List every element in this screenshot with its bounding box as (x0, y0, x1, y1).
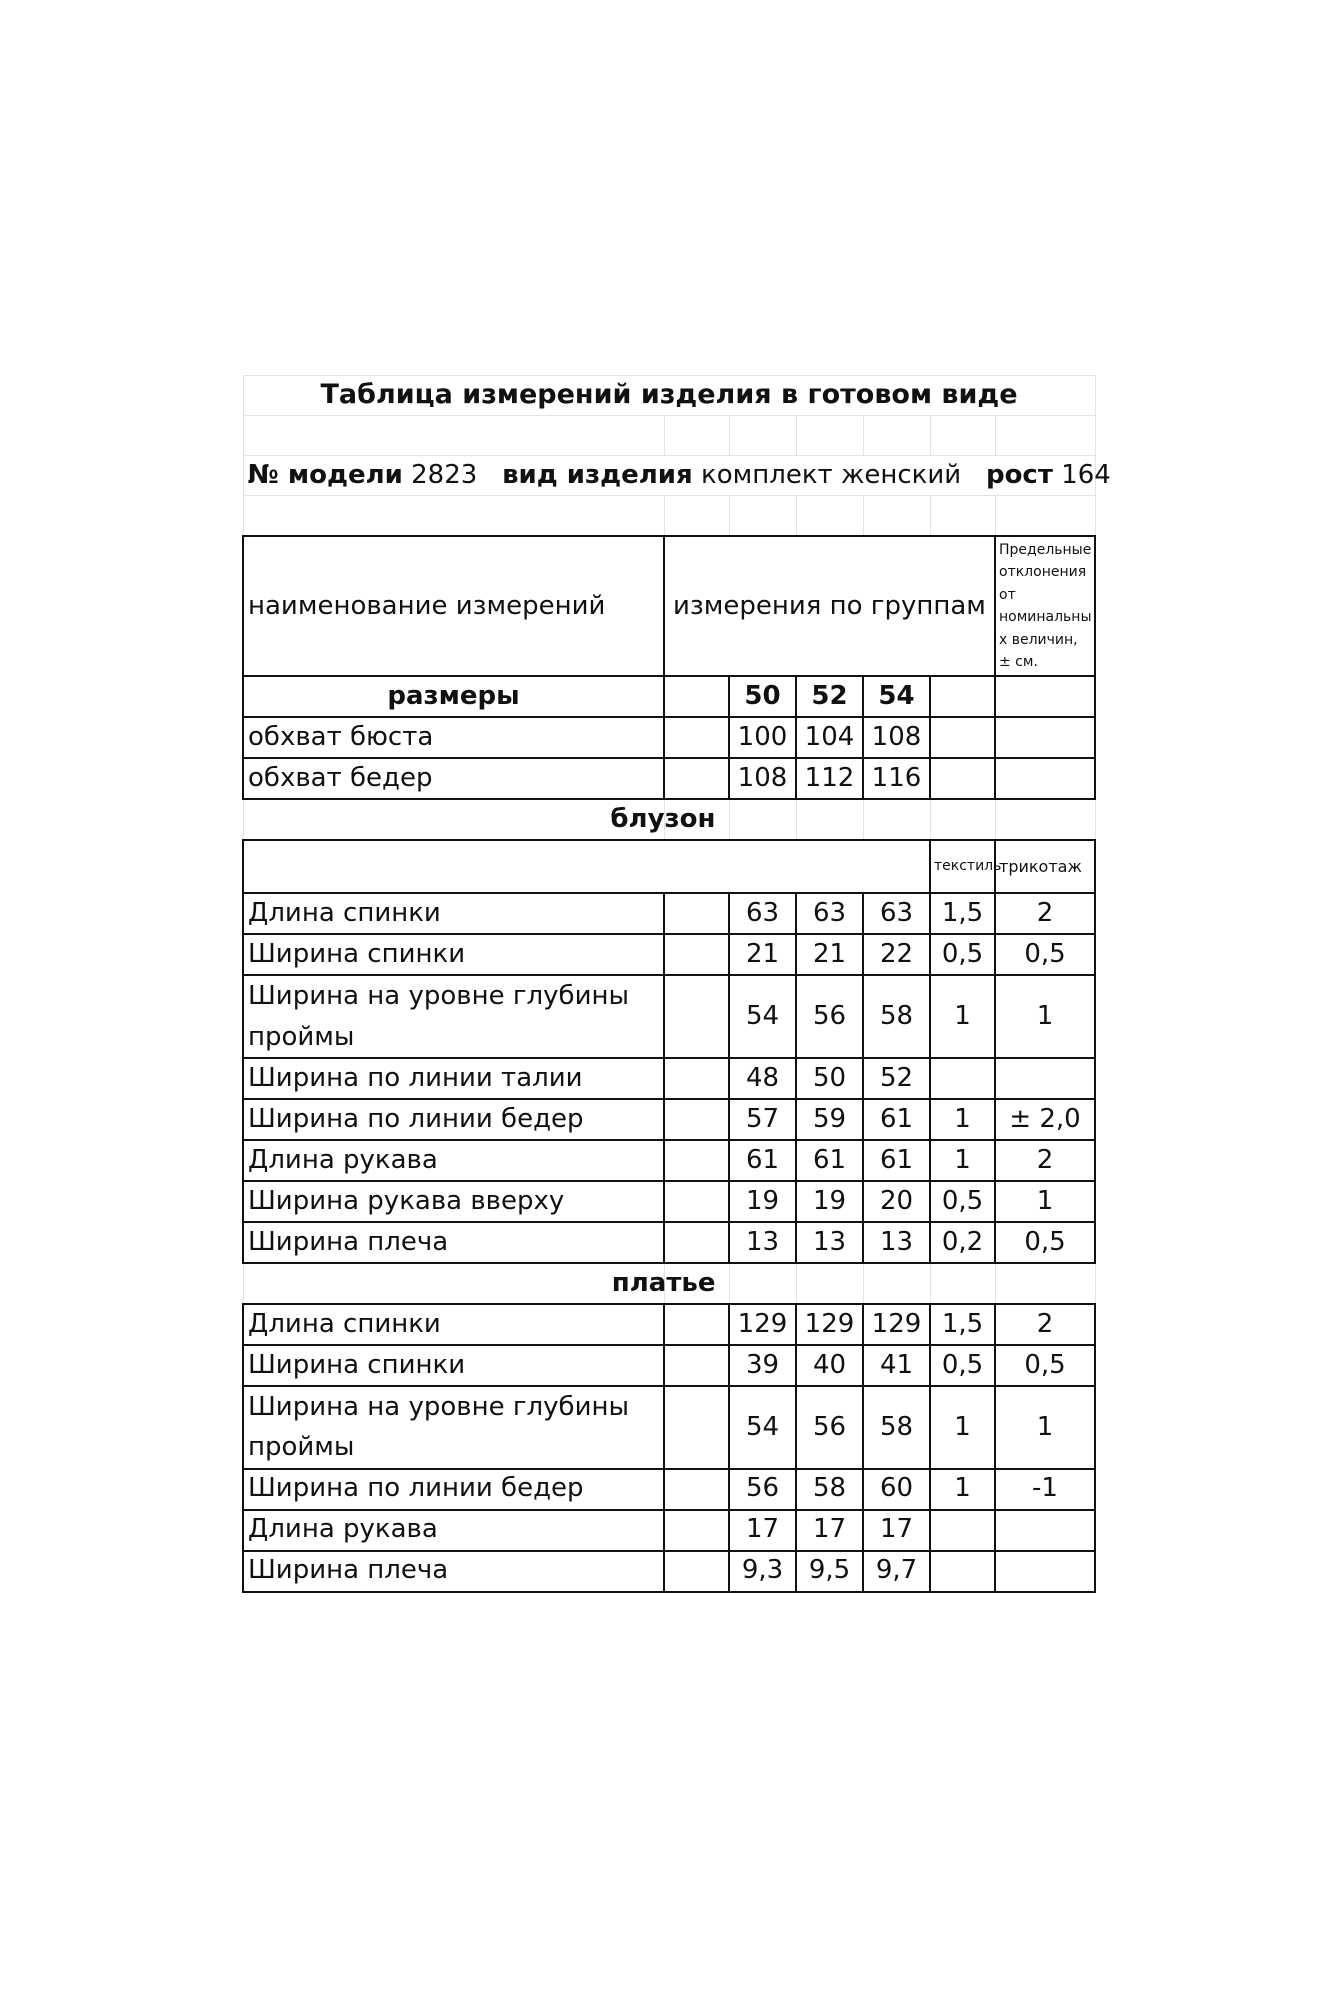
cell-value: 48 (729, 1058, 796, 1099)
cell-value: 58 (796, 1469, 863, 1510)
cell-value: 58 (863, 1386, 930, 1469)
tolerance-knit (995, 1510, 1095, 1551)
cell-value: 19 (729, 1181, 796, 1222)
tolerance-textile: 0,5 (930, 1345, 995, 1386)
tolerance-textile: 0,5 (930, 1181, 995, 1222)
cell-value: 58 (863, 975, 930, 1058)
cell-value: 108 (729, 758, 796, 799)
section-header-row (243, 799, 1095, 840)
tolerance-textile: 0,2 (930, 1222, 995, 1263)
cell-value: 108 (863, 717, 930, 758)
row-name: Ширина по линии бедер (243, 1469, 664, 1510)
table-row (243, 1058, 1095, 1099)
row-name: Ширина по линии талии (243, 1058, 664, 1099)
cell-value: 19 (796, 1181, 863, 1222)
tolerance-textile: 1 (930, 975, 995, 1058)
table-title: Таблица измерений изделия в готовом виде (243, 376, 1095, 416)
model-number-value: 2823 (411, 459, 478, 490)
cell-value: 56 (796, 1386, 863, 1469)
product-kind-label: вид изделия (502, 459, 693, 490)
sizes-row (243, 676, 1095, 717)
table-row (243, 1140, 1095, 1181)
tolerance-textile: 1,5 (930, 893, 995, 934)
row-name: Длина спинки (243, 1304, 664, 1345)
row-name: Длина рукава (243, 1140, 664, 1181)
cell-value: 112 (796, 758, 863, 799)
header-measurement-name: наименование измерений (243, 536, 664, 676)
measurement-table (242, 375, 1111, 1593)
cell-value: 54 (729, 1386, 796, 1469)
table-row (243, 1551, 1095, 1592)
cell-value: 56 (796, 975, 863, 1058)
size-value: 50 (729, 676, 796, 717)
cell-value: 17 (863, 1510, 930, 1551)
cell-value: 40 (796, 1345, 863, 1386)
row-name: обхват бюста (243, 717, 664, 758)
row-name: Длина спинки (243, 893, 664, 934)
cell-value: 9,7 (863, 1551, 930, 1592)
tolerance-knit: 1 (995, 1181, 1095, 1222)
cell-value: 104 (796, 717, 863, 758)
cell-value: 63 (863, 893, 930, 934)
section-title-dress: платье (243, 1263, 664, 1304)
tolerance-knit: 1 (995, 1386, 1095, 1469)
tolerance-textile: 1,5 (930, 1304, 995, 1345)
cell-value: 13 (863, 1222, 930, 1263)
cell-value: 20 (863, 1181, 930, 1222)
row-name: Ширина на уровне глубины проймы (243, 975, 664, 1058)
tolerance-knit-header: трикотаж (995, 840, 1095, 893)
cell-value: 41 (863, 1345, 930, 1386)
cell-value: 21 (796, 934, 863, 975)
cell-value: 100 (729, 717, 796, 758)
cell-value: 9,3 (729, 1551, 796, 1592)
tolerance-textile (930, 1058, 995, 1099)
cell-value: 52 (863, 1058, 930, 1099)
tolerance-textile: 1 (930, 1386, 995, 1469)
tolerance-knit: 2 (995, 893, 1095, 934)
cell-value: 17 (729, 1510, 796, 1551)
tolerance-knit: 2 (995, 1304, 1095, 1345)
table-row (243, 1222, 1095, 1263)
table-row (243, 1304, 1095, 1345)
cell-value: 57 (729, 1099, 796, 1140)
size-value: 54 (863, 676, 930, 717)
height-label: рост (985, 459, 1053, 490)
size-value: 52 (796, 676, 863, 717)
cell-value: 129 (729, 1304, 796, 1345)
cell-value: 22 (863, 934, 930, 975)
cell-value: 54 (729, 975, 796, 1058)
table-row (243, 975, 1095, 1058)
tolerance-textile: 1 (930, 1140, 995, 1181)
cell-value: 9,5 (796, 1551, 863, 1592)
tolerance-knit (995, 1551, 1095, 1592)
measurement-sheet (242, 375, 1111, 1593)
table-row (243, 717, 1095, 758)
tolerance-textile: 1 (930, 1469, 995, 1510)
product-kind-value: комплект женский (700, 459, 962, 490)
tolerance-knit: -1 (995, 1469, 1095, 1510)
row-name: Ширина по линии бедер (243, 1099, 664, 1140)
row-name: Ширина спинки (243, 934, 664, 975)
tolerance-knit: 0,5 (995, 1222, 1095, 1263)
header-tolerance: Предельные отклонения от номинальны х величин, ± см. (995, 536, 1095, 676)
row-name: Длина рукава (243, 1510, 664, 1551)
cell-value: 61 (863, 1099, 930, 1140)
tolerance-knit: 0,5 (995, 1345, 1095, 1386)
cell-value: 61 (796, 1140, 863, 1181)
cell-value: 129 (796, 1304, 863, 1345)
cell-value: 21 (729, 934, 796, 975)
table-row (243, 1099, 1095, 1140)
row-name: Ширина плеча (243, 1551, 664, 1592)
table-row (243, 893, 1095, 934)
tolerance-knit: 2 (995, 1140, 1095, 1181)
height-value: 164 (1061, 459, 1111, 490)
cell-value: 59 (796, 1099, 863, 1140)
tolerance-knit: ± 2,0 (995, 1099, 1095, 1140)
cell-value: 63 (796, 893, 863, 934)
cell-value: 129 (863, 1304, 930, 1345)
cell-value: 63 (729, 893, 796, 934)
cell-value: 13 (729, 1222, 796, 1263)
row-name: обхват бедер (243, 758, 664, 799)
cell-value: 61 (729, 1140, 796, 1181)
table-row (243, 1510, 1095, 1551)
cell-value: 50 (796, 1058, 863, 1099)
table-row (243, 1345, 1095, 1386)
tolerance-knit (995, 1058, 1095, 1099)
tolerance-textile: 0,5 (930, 934, 995, 975)
section-header-row (243, 1263, 1095, 1304)
tolerance-knit: 1 (995, 975, 1095, 1058)
tolerance-textile (930, 1510, 995, 1551)
section-title-blouson: блузон (243, 799, 664, 840)
table-row (243, 1386, 1095, 1469)
cell-value: 17 (796, 1510, 863, 1551)
header-measurement-groups: измерения по группам (664, 536, 995, 676)
tolerance-textile-header: текстиль (930, 840, 995, 893)
table-row (243, 758, 1095, 799)
model-info-line (243, 456, 1111, 496)
cell-value: 39 (729, 1345, 796, 1386)
cell-value: 61 (863, 1140, 930, 1181)
cell-value: 13 (796, 1222, 863, 1263)
table-row (243, 1469, 1095, 1510)
cell-value: 116 (863, 758, 930, 799)
row-name: Ширина на уровне глубины проймы (243, 1386, 664, 1469)
row-name: Ширина плеча (243, 1222, 664, 1263)
row-name: Ширина спинки (243, 1345, 664, 1386)
sizes-label: размеры (243, 676, 664, 717)
table-row (243, 934, 1095, 975)
tolerance-knit: 0,5 (995, 934, 1095, 975)
model-number-label: № модели (247, 459, 403, 490)
cell-value: 60 (863, 1469, 930, 1510)
tolerance-textile (930, 1551, 995, 1592)
row-name: Ширина рукава вверху (243, 1181, 664, 1222)
tolerance-textile: 1 (930, 1099, 995, 1140)
cell-value: 56 (729, 1469, 796, 1510)
table-row (243, 1181, 1095, 1222)
